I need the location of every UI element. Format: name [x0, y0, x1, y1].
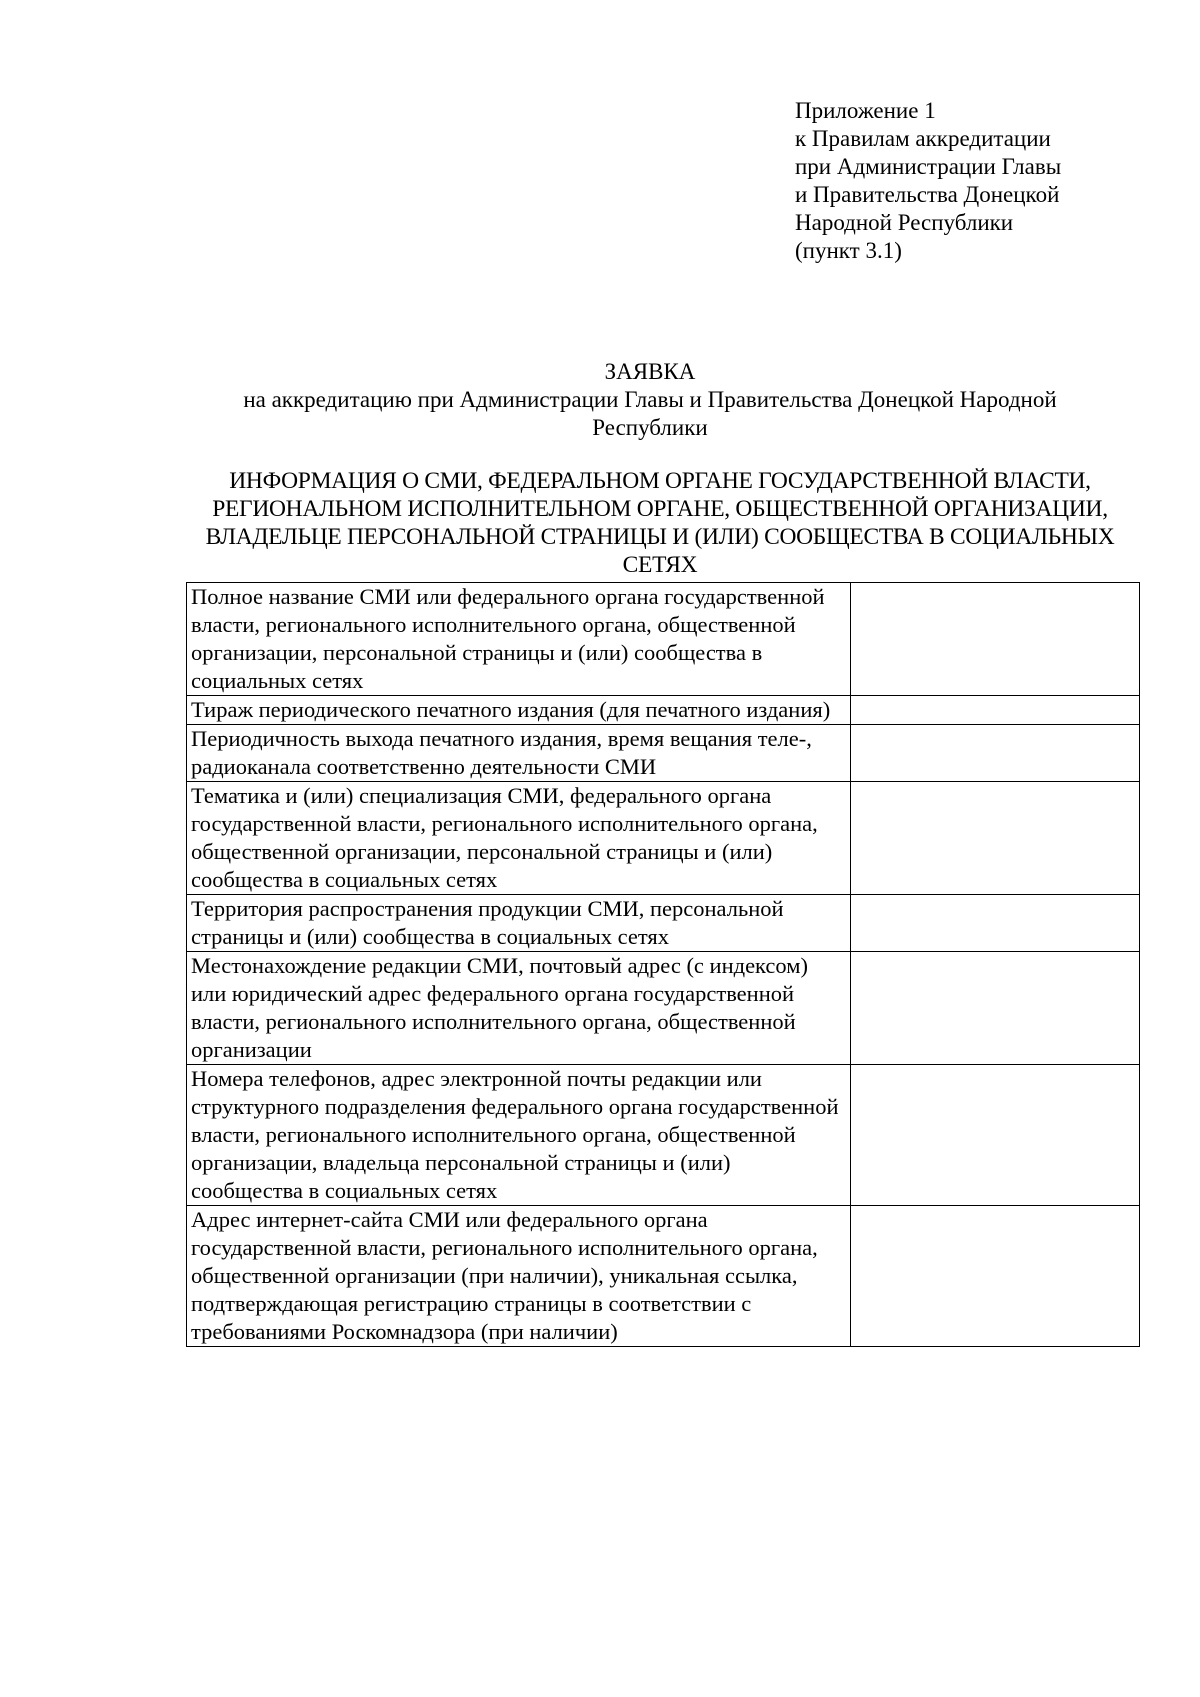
row-value-field[interactable] [851, 782, 1140, 895]
row-label: Тираж периодического печатного издания (для печатного издания) [187, 696, 851, 725]
document-title: ЗАЯВКА [604, 359, 696, 384]
row-value-field[interactable] [851, 1065, 1140, 1206]
table-row [187, 1065, 1140, 1206]
row-label: Номера телефонов, адрес электронной почты редакции или структурного подразделения федерального органа государственной власти, регионального исполнительного органа, общественной организации, владельца персональной страницы и (или) сообщества в социальных сетях [187, 1065, 851, 1206]
row-value-field[interactable] [851, 725, 1140, 782]
table-row [187, 782, 1140, 895]
application-form-table [186, 582, 1140, 1347]
table-row [187, 725, 1140, 782]
row-label: Адрес интернет-сайта СМИ или федерального органа государственной власти, регионального исполнительного органа, общественной организации (при наличии), уникальная ссылка, подтверждающая регистрацию страницы в соответствии с требованиями Роскомнадзора (при наличии) [187, 1206, 851, 1347]
row-label: Периодичность выхода печатного издания, время вещания теле-, радиоканала соответственно деятельности СМИ [187, 725, 851, 782]
appendix-line: и Правительства Донецкой [795, 182, 1060, 207]
row-label: Территория распространения продукции СМИ, персональной страницы и (или) сообщества в социальных сетях [187, 895, 851, 952]
appendix-line: при Администрации Главы [795, 154, 1062, 179]
row-value-field[interactable] [851, 952, 1140, 1065]
document-title-block [185, 358, 1115, 442]
row-label: Местонахождение редакции СМИ, почтовый адрес (с индексом) или юридический адрес федерального органа государственной власти, регионального исполнительного органа, общественной организации [187, 952, 851, 1065]
info-heading: ИНФОРМАЦИЯ О СМИ, ФЕДЕРАЛЬНОМ ОРГАНЕ ГОСУДАРСТВЕННОЙ ВЛАСТИ, РЕГИОНАЛЬНОМ ИСПОЛНИТЕЛЬНОМ ОРГАНЕ, ОБЩЕСТВЕННОЙ ОРГАНИЗАЦИИ, ВЛАДЕЛЬЦЕ ПЕРСОНАЛЬНОЙ СТРАНИЦЫ И (ИЛИ) СООБЩЕСТВА В СОЦИАЛЬНЫХ СЕТЯХ [205, 468, 1115, 578]
appendix-line: к Правилам аккредитации [795, 126, 1051, 151]
row-value-field[interactable] [851, 583, 1140, 696]
table-row [187, 696, 1140, 725]
appendix-line: (пункт 3.1) [795, 238, 902, 263]
appendix-line: Приложение 1 [795, 98, 936, 123]
row-value-field[interactable] [851, 1206, 1140, 1347]
row-label: Тематика и (или) специализация СМИ, федерального органа государственной власти, регионального исполнительного органа, общественной организации, персональной страницы и (или) сообщества в социальных сетях [187, 782, 851, 895]
row-value-field[interactable] [851, 696, 1140, 725]
row-label: Полное название СМИ или федерального органа государственной власти, регионального исполнительного органа, общественной организации, персональной страницы и (или) сообщества в социальных сетях [187, 583, 851, 696]
table-row [187, 895, 1140, 952]
table-row [187, 952, 1140, 1065]
table-row [187, 583, 1140, 696]
appendix-header [795, 97, 1155, 265]
table-row [187, 1206, 1140, 1347]
appendix-line: Народной Республики [795, 210, 1014, 235]
row-value-field[interactable] [851, 895, 1140, 952]
document-subtitle: на аккредитацию при Администрации Главы и Правительства Донецкой Народной Республики [243, 387, 1057, 440]
